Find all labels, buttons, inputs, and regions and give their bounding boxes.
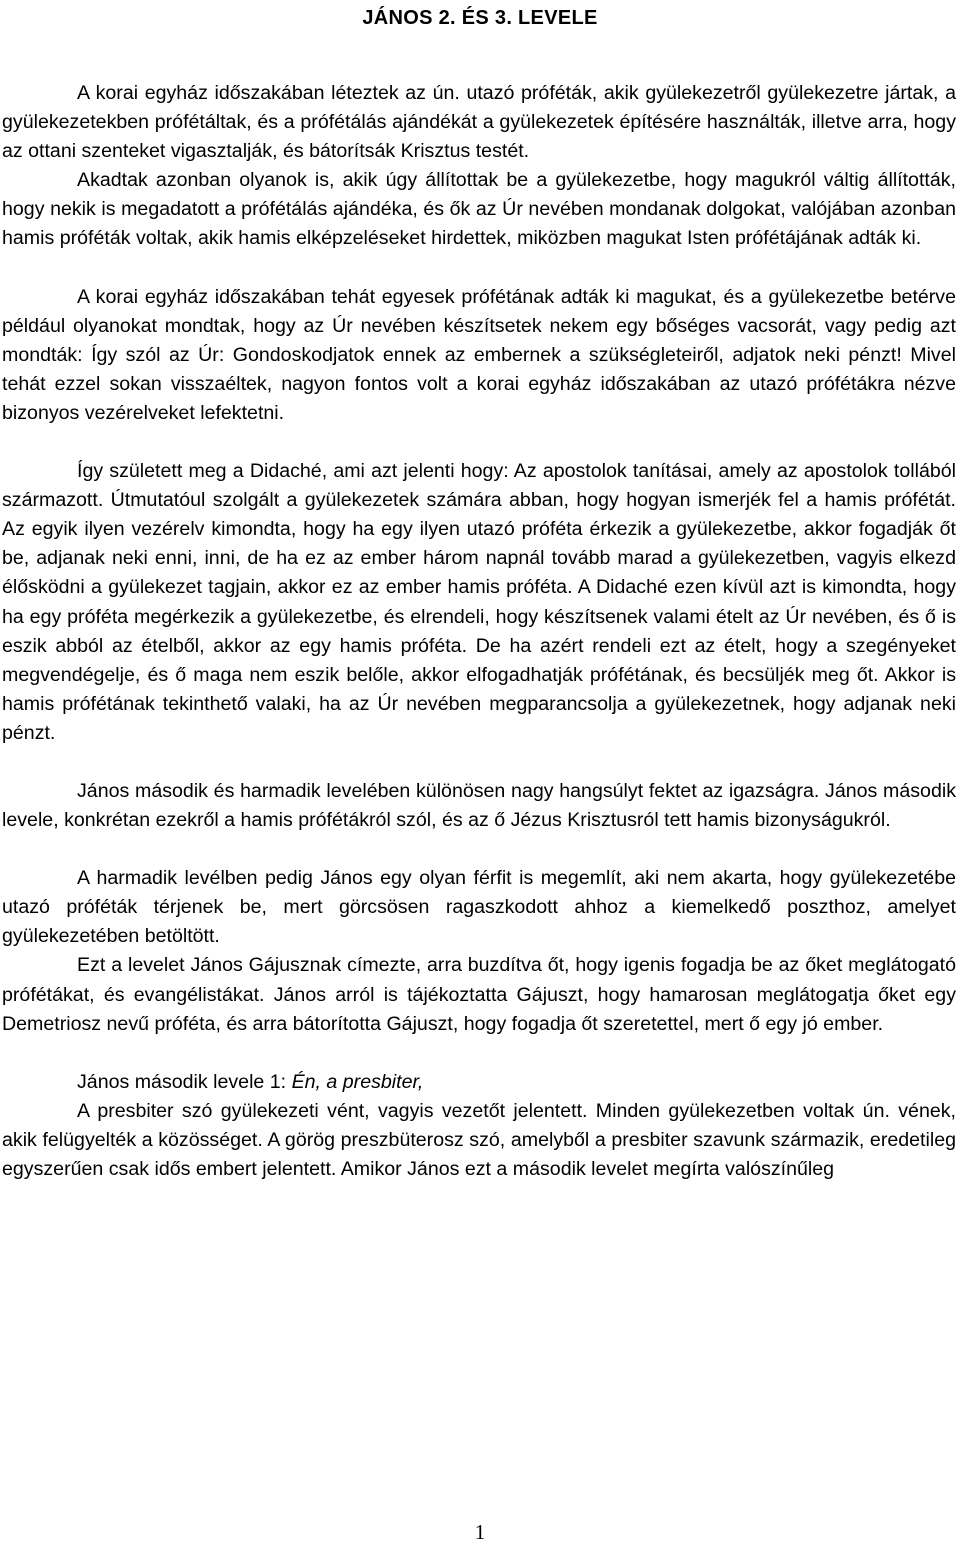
document-title: JÁNOS 2. ÉS 3. LEVELE (362, 7, 598, 29)
document-body (2, 79, 956, 1184)
verse-reference-line (2, 1068, 956, 1097)
paragraph-3: A korai egyház időszakában tehát egyesek prófétának adták ki magukat, és a gyülekezetbe betérve például olyanokat mondtak, hogy az Úr nevében készítsetek nekem egy bőséges vacsorát, vagy pedig azt mondták: Így szól az Úr: Gondoskodjatok ennek az embernek a szükségleteiről, adjatok neki pénzt! Mivel tehát ezzel sokan visszaéltek, nagyon fontos volt a korai egyház időszakában az utazó prófétákra nézve bizonyos vezérelveket lefektetni. (2, 285, 956, 424)
paragraph-4: Így született meg a Didaché, ami azt jelenti hogy: Az apostolok tanításai, amely az apostolok tollából származott. Útmutatóul szolgált a gyülekezetek számára abban, hogy hogyan ismerjék fel a hamis prófétát. Az egyik ilyen vezérelv kimondta, hogy ha egy ilyen utazó próféta érkezik a gyülekezetbe, akkor fogadják őt be, adjanak neki enni, inni, de ha ez az ember három napnál tovább marad a gyülekezetben, vagyis elkezd élősködni a gyülekezet tagjain, akkor ez az ember hamis próféta. A Didaché ezen kívül azt is kimondta, hogy ha egy próféta megérkezik a gyülekezetbe, és elrendeli, hogy készítsenek valami ételt az Úr nevében, és ő is eszik abból az ételből, akkor az egy hamis próféta. De ha azért rendeli ezt az ételt, hogy a szegényeket megvendégelje, és ő maga nem eszik belőle, akkor elfogadhatják prófétának, és becsüljék meg őt. Akkor is hamis prófétának tekinthető valaki, ha az Úr nevében megparancsolja a gyülekezetnek, hogy adjanak neki pénzt. (2, 460, 956, 744)
paragraph-2: Akadtak azonban olyanok is, akik úgy állítottak be a gyülekezetbe, hogy magukról váltig állították, hogy nekik is megadatott a prófétálás ajándéka, és ők az Úr nevében mondanak dolgokat, valójában azonban hamis próféták voltak, akik hamis elképzeléseket hirdettek, miközben magukat Isten prófétájának adták ki. (2, 169, 956, 250)
paragraph-7: Ezt a levelet János Gájusznak címezte, arra buzdítva őt, hogy igenis fogadja be az őket meglátogató prófétákat, és evangélistákat. János arról is tájékoztatta Gájuszt, hogy hamarosan meglátogatja őket egy Demetriosz nevű próféta, és arra bátorította Gájuszt, hogy fogadja őt szeretettel, mert ő egy jó ember. (2, 954, 956, 1035)
paragraph-5: János második és harmadik levelében különösen nagy hangsúlyt fektet az igazságra. János második levele, konkrétan ezekről a hamis prófétákról szól, és az ő Jézus Krisztusról tett hamis bizonyságukról. (2, 779, 956, 832)
paragraph-8: A presbiter szó gyülekezeti vént, vagyis vezetőt jelentett. Minden gyülekezetben voltak ún. vének, akik felügyelték a közösséget. A görög preszbüterosz szó, amelyből a presbiter szavunk származik, eredetileg egyszerűen csak idős embert jelentett. Amikor János ezt a második levelet megírta valószínűleg (2, 1099, 956, 1180)
page-number: 1 (474, 1520, 486, 1544)
verse-heading: János második levele 1: (77, 1070, 287, 1093)
verse-quote: Én, a presbiter, (291, 1070, 424, 1093)
paragraph-1: A korai egyház időszakában léteztek az ún. utazó próféták, akik gyülekezetről gyülekezetre jártak, a gyülekezetekben prófétáltak, és a prófétálás ajándékát a gyülekezetek építésére használták, illetve arra, hogy az ottani szenteket vigasztalják, és bátorítsák Krisztus testét. (2, 82, 956, 163)
paragraph-6: A harmadik levélben pedig János egy olyan férfit is megemlít, aki nem akarta, hogy gyülekezetébe utazó próféták térjenek be, mert görcsösen ragaszkodott ahhoz a kiemelkedő poszthoz, amelyet gyülekezetében betöltött. (2, 867, 956, 948)
